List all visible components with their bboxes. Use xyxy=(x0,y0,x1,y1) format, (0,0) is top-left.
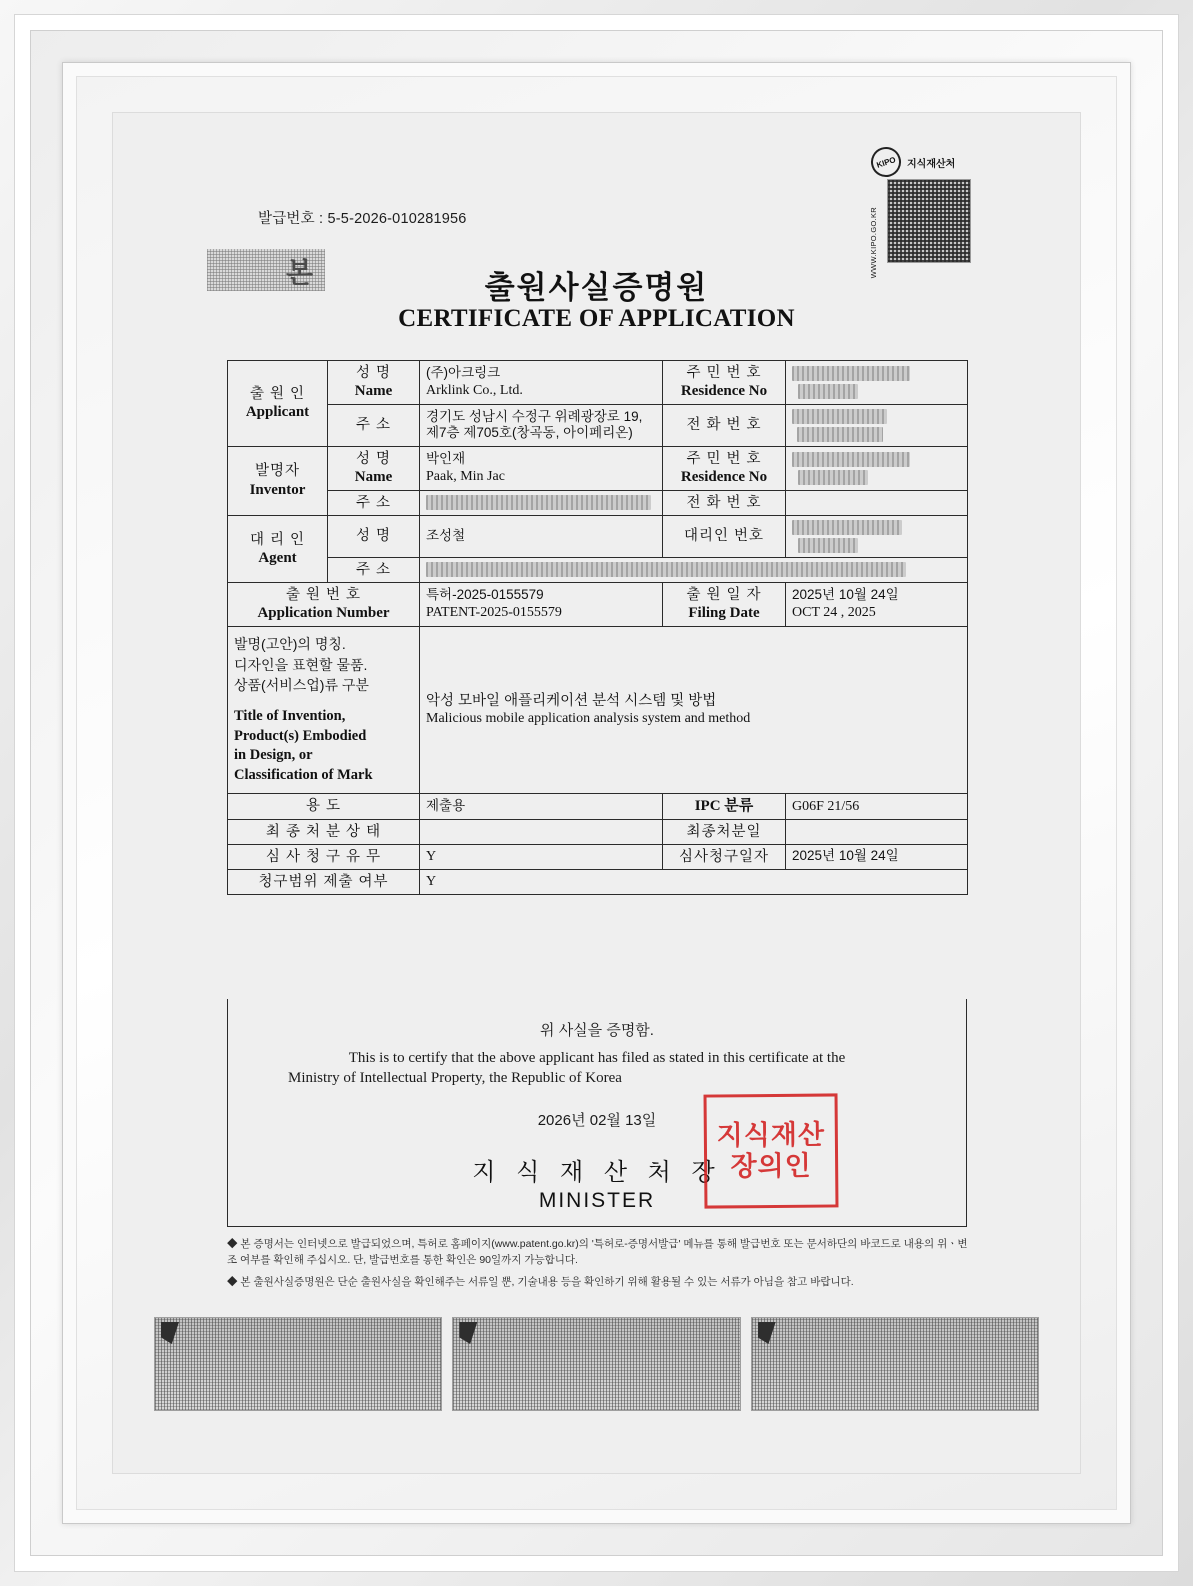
inventor-phone-label xyxy=(663,490,786,515)
agent-address-value xyxy=(420,557,968,582)
minister-title-en: MINISTER xyxy=(538,1188,656,1212)
filing-date-value xyxy=(786,583,968,627)
filing-date-label-en: Filing Date xyxy=(688,605,760,622)
title-label-en-3: in Design, or xyxy=(234,747,313,764)
certify-date: 2026년 02월 13일 xyxy=(537,1111,657,1129)
minister-title-ko: 지 식 재 산 처 장 xyxy=(472,1158,722,1186)
table-row xyxy=(228,583,968,627)
agent-address-label xyxy=(328,557,420,582)
agent-row-label xyxy=(228,515,328,582)
claims-submitted-value xyxy=(420,869,968,894)
application-number-label-en: Application Number xyxy=(257,605,390,622)
redacted-value xyxy=(798,470,868,485)
agent-number-value xyxy=(786,515,968,557)
agent-label-ko: 대 리 인 xyxy=(249,531,306,548)
agent-name-label xyxy=(328,515,420,557)
ipc-value xyxy=(786,793,968,819)
table-row xyxy=(228,557,968,582)
applicant-name-value xyxy=(420,361,663,405)
applicant-phone-label-ko: 전 화 번 호 xyxy=(686,417,762,434)
inventor-label-en: Inventor xyxy=(249,481,306,498)
certify-statement-en xyxy=(228,1048,966,1089)
application-number-ko: 특허-2025-0155579 xyxy=(426,587,544,603)
certificate-table xyxy=(227,360,968,895)
claims-submitted-flag: Y xyxy=(426,874,437,890)
ipc-code: G06F 21/56 xyxy=(792,798,860,814)
inventor-phone-label-ko: 전 화 번 호 xyxy=(686,494,762,511)
seal-line-1: 지식재산 xyxy=(716,1119,826,1151)
title-label-ko-2: 디자인을 표현할 물품. xyxy=(234,656,368,673)
purpose-label-ko: 용 도 xyxy=(305,798,342,815)
applicant-phone-label xyxy=(663,404,786,446)
final-disposal-date-value xyxy=(786,819,968,844)
filing-date-label xyxy=(663,583,786,627)
applicant-phone-value xyxy=(786,404,968,446)
inventor-residence-label xyxy=(663,446,786,490)
certification-block xyxy=(227,999,967,1227)
title-label-ko-3: 상품(서비스업)류 구분 xyxy=(234,676,369,693)
exam-request-date: 2025년 10월 24일 xyxy=(792,848,899,864)
inventor-row-label xyxy=(228,446,328,515)
exam-request-value xyxy=(420,844,663,869)
table-row xyxy=(228,626,968,793)
ipc-label xyxy=(663,793,786,819)
application-number-label xyxy=(228,583,420,627)
issue-number: 발급번호 : 5-5-2026-010281956 xyxy=(258,211,467,227)
redacted-value xyxy=(798,384,858,399)
redacted-value xyxy=(792,452,910,467)
title-label-en-4: Classification of Mark xyxy=(234,766,373,783)
agent-name-value xyxy=(420,515,663,557)
agency-url: WWW.KIPO.GO.KR xyxy=(869,207,878,279)
inventor-address-value xyxy=(420,490,663,515)
redacted-value xyxy=(426,495,651,510)
kipo-logo-icon: KIPO xyxy=(867,143,905,181)
table-row xyxy=(228,361,968,405)
inventor-address-label-ko: 주 소 xyxy=(355,494,392,511)
exam-request-date-label xyxy=(663,844,786,869)
barcode-corner-marker xyxy=(161,1322,179,1344)
seal-line-2: 장의인 xyxy=(730,1150,812,1182)
barcode-icon xyxy=(452,1317,740,1411)
table-row xyxy=(228,446,968,490)
exam-request-date-value xyxy=(786,844,968,869)
applicant-label-en: Applicant xyxy=(245,404,310,421)
footnotes xyxy=(227,1236,972,1295)
certify-statement-en-2: Ministry of Intellectual Property, the Republic of Korea xyxy=(288,1070,622,1087)
table-row xyxy=(228,819,968,844)
inventor-name-ko: 박인재 xyxy=(426,451,466,467)
purpose-label xyxy=(228,793,420,819)
title-label-en-1: Title of Invention, xyxy=(234,708,346,725)
claims-submitted-label-ko: 청구범위 제출 여부 xyxy=(258,873,389,890)
exam-request-label xyxy=(228,844,420,869)
applicant-name-label xyxy=(328,361,420,405)
redacted-value xyxy=(792,520,902,535)
barcode-corner-marker xyxy=(459,1322,477,1344)
qr-code-icon xyxy=(887,179,971,263)
redacted-value xyxy=(792,366,910,381)
table-row xyxy=(228,793,968,819)
agent-name-label-ko: 성 명 xyxy=(355,528,392,545)
application-number-label-ko: 출 원 번 호 xyxy=(285,587,362,603)
inventor-phone-value xyxy=(786,490,968,515)
agency-mark xyxy=(869,147,996,279)
purpose-value xyxy=(420,793,663,819)
inventor-address-label xyxy=(328,490,420,515)
redacted-value xyxy=(792,409,887,424)
agent-address-label-ko: 주 소 xyxy=(355,561,392,578)
inventor-residence-label-ko: 주 민 번 호 xyxy=(686,450,762,467)
table-row xyxy=(228,869,968,894)
applicant-residence-value xyxy=(786,361,968,405)
applicant-row-label xyxy=(228,361,328,447)
title-label-ko-1: 발명(고안)의 명칭. xyxy=(234,636,346,653)
final-disposal-label xyxy=(228,819,420,844)
application-number-value xyxy=(420,583,663,627)
agent-label-en: Agent xyxy=(258,549,297,566)
certify-statement-en-1: This is to certify that the above applicant has filed as stated in this certificate at the xyxy=(348,1050,846,1066)
barcode-strip xyxy=(154,1317,1039,1474)
invention-title-ko: 악성 모바일 애플리케이션 분석 시스템 및 방법 xyxy=(426,693,717,710)
table-row xyxy=(228,844,968,869)
copy-stamp-label: 본 xyxy=(285,257,313,288)
page-title-ko: 출원사실증명원 xyxy=(484,270,709,305)
agency-name: 지식재산처 xyxy=(907,158,956,170)
applicant-residence-label-en: Residence No xyxy=(680,383,768,400)
redacted-value xyxy=(798,538,858,553)
title-label-en-2: Product(s) Embodied xyxy=(234,727,367,744)
title-of-invention-label xyxy=(228,626,420,793)
footnote-1: ◆ 본 증명서는 인터넷으로 발급되었으며, 특허로 홈페이지(www.patent.go.kr)의 '특허로-증명서발급' 메뉴를 통해 발급번호 또는 문서하단의 바코드로 내용의 위ㆍ변조 여부를 확인해 주십시오. 단, 발급번호를 통한 확인은 90일까지 가능합니다. xyxy=(227,1238,968,1267)
redacted-value xyxy=(426,562,906,577)
inventor-name-en: Paak, Min Jac xyxy=(426,469,505,484)
applicant-address-label xyxy=(328,404,420,446)
filing-date-ko: 2025년 10월 24일 xyxy=(792,587,899,603)
table-row xyxy=(228,490,968,515)
exam-request-label-ko: 심 사 청 구 유 무 xyxy=(265,848,382,865)
applicant-residence-label xyxy=(663,361,786,405)
claims-submitted-label xyxy=(228,869,420,894)
application-number-en: PATENT-2025-0155579 xyxy=(426,605,562,621)
official-seal-icon xyxy=(704,1093,839,1208)
exam-request-flag: Y xyxy=(426,849,437,865)
purpose-text: 제출용 xyxy=(426,797,466,813)
final-disposal-value xyxy=(420,819,663,844)
applicant-name-label-en: Name xyxy=(354,383,393,400)
redacted-value xyxy=(797,427,883,442)
barcode-corner-marker xyxy=(758,1322,776,1344)
applicant-address: 경기도 성남시 수정구 위례광장로 19, 제7층 제705호(창곡동, 아이페리온) xyxy=(426,408,643,441)
inventor-name-label-en: Name xyxy=(354,469,393,485)
table-row xyxy=(228,404,968,446)
applicant-name-ko: (주)아크링크 xyxy=(426,365,501,381)
table-row xyxy=(228,515,968,557)
barcode-icon xyxy=(154,1317,442,1411)
applicant-address-value xyxy=(420,404,663,446)
applicant-residence-label-ko: 주 민 번 호 xyxy=(686,365,762,381)
agent-number-label xyxy=(663,515,786,557)
applicant-address-label-ko: 주 소 xyxy=(355,417,392,434)
exam-request-date-label-ko: 심사청구일자 xyxy=(678,848,770,865)
certify-statement-ko: 위 사실을 증명함. xyxy=(540,1022,654,1039)
inventor-residence-value xyxy=(786,446,968,490)
title-of-invention-value xyxy=(420,626,968,793)
inventor-label-ko: 발명자 xyxy=(254,463,301,480)
final-disposal-date-label-ko: 최종처분일 xyxy=(686,823,762,840)
invention-title-en: Malicious mobile application analysis system and method xyxy=(426,711,751,727)
agent-number-label-ko: 대리인 번호 xyxy=(683,528,765,545)
final-disposal-label-ko: 최 종 처 분 상 태 xyxy=(265,823,382,840)
final-disposal-date-label xyxy=(663,819,786,844)
applicant-name-label-ko: 성 명 xyxy=(355,365,392,381)
applicant-label-ko: 출 원 인 xyxy=(249,386,306,402)
barcode-icon xyxy=(751,1317,1039,1411)
ipc-label-text: IPC 분류 xyxy=(694,797,754,814)
inventor-name-label xyxy=(328,446,420,490)
inventor-name-value xyxy=(420,446,663,490)
certificate-document xyxy=(112,112,1081,1474)
filing-date-en: OCT 24 , 2025 xyxy=(792,605,876,621)
page-title-en: CERTIFICATE OF APPLICATION xyxy=(398,305,795,332)
footnote-2: ◆ 본 출원사실증명원은 단순 출원사실을 확인해주는 서류일 뿐, 기술내용 등을 확인하기 위해 활용될 수 있는 서류가 아님을 참고 바랍니다. xyxy=(227,1275,854,1288)
agent-name: 조성철 xyxy=(426,527,466,543)
filing-date-label-ko: 출 원 일 자 xyxy=(686,587,762,603)
inventor-residence-label-en: Residence No xyxy=(680,469,768,485)
applicant-name-en: Arklink Co., Ltd. xyxy=(426,383,523,399)
inventor-name-label-ko: 성 명 xyxy=(355,450,392,467)
